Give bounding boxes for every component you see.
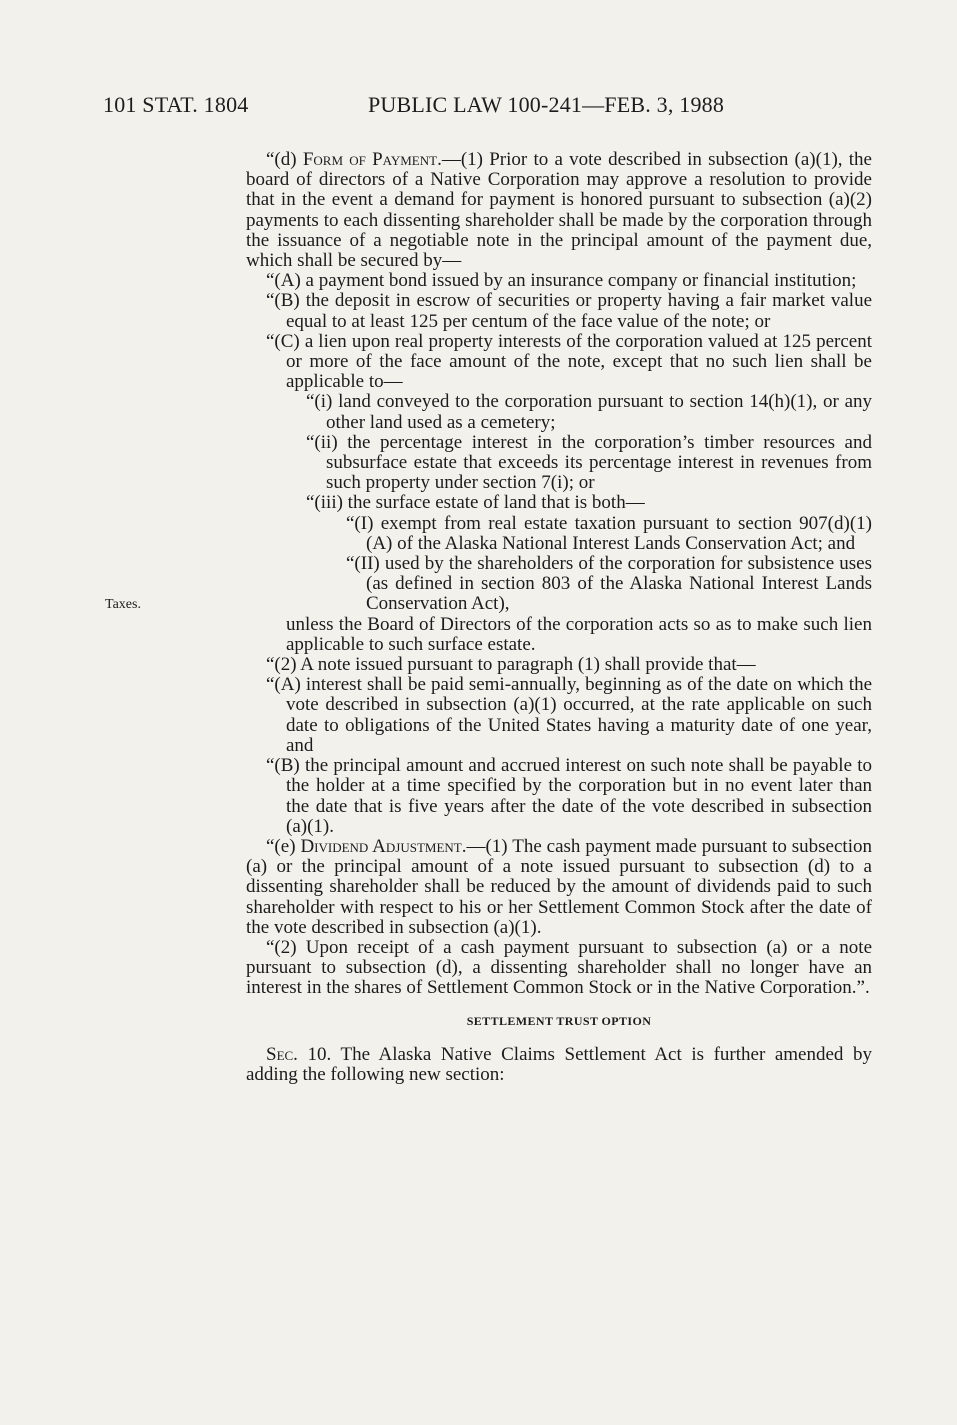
- paragraph-d-B: “(B) the deposit in escrow of securities or property having a fair market value equal to at least 125 per centum of the face value of the note; or: [266, 290, 872, 332]
- statute-page-number: 101 STAT. 1804: [103, 92, 249, 117]
- paragraph-d-2-A: “(A) interest shall be paid semi-annually, beginning as of the date on which the vote described in subsection (a)(1) occurred, at the rate applicable on such date to obligations of the United States having a maturity date of one year, and: [266, 674, 872, 756]
- section-10-text: 10. The Alaska Native Claims Settlement Act is further amended by adding the following new section:: [246, 1043, 872, 1085]
- section-10-label: Sec.: [266, 1043, 298, 1065]
- section-heading: SETTLEMENT TRUST OPTION: [466, 1013, 652, 1028]
- paragraph-d-1: [246, 150, 872, 271]
- page-header: [103, 92, 863, 122]
- paragraph-d-C-i: “(i) land conveyed to the corporation pursuant to section 14(h)(1), or any other land used as a cemetery;: [306, 391, 872, 433]
- paragraph-e-1: [246, 837, 872, 938]
- paragraph-d-2: “(2) A note issued pursuant to paragraph (1) shall provide that—: [266, 654, 756, 676]
- paragraph-d-C-unless: unless the Board of Directors of the corporation acts so as to make such lien applicable to such surface estate.: [286, 613, 872, 655]
- margin-note-taxes: Taxes.: [105, 597, 141, 612]
- paragraph-d-C-ii: “(ii) the percentage interest in the corporation’s timber resources and subsurface estate that exceeds its percentage interest in revenues from such property under section 7(i); or: [306, 431, 872, 494]
- paragraph-d-C: “(C) a lien upon real property interests of the corporation valued at 125 percent or more of the face amount of the note, except that no such lien shall be applicable to—: [266, 330, 872, 393]
- paragraph-d-2-B: “(B) the principal amount and accrued interest on such note shall be payable to the holder at a time specified by the corporation but in no event later than the date that is five years after the date of the vote described in subsection (a)(1).: [266, 755, 872, 837]
- subsection-e-heading: Dividend Adjustment: [300, 835, 462, 857]
- subsection-d-heading: Form of Payment: [302, 149, 438, 170]
- law-text-body: [246, 150, 872, 1085]
- paragraph-d-C-iii-II: “(II) used by the shareholders of the corporation for subsistence uses (as defined in section 803 of the Alaska National Interest Lands Conservation Act),: [346, 553, 872, 615]
- paragraph-d-C-iii-I: “(I) exempt from real estate taxation pursuant to section 907(d)(1)(A) of the Alaska National Interest Lands Conservation Act; and: [346, 512, 872, 554]
- paragraph-e-2: “(2) Upon receipt of a cash payment pursuant to subsection (a) or a note pursuant to subsection (d), a dissenting shareholder shall no longer have an interest in the shares of Settlement Common Stock or in the Native Corporation.”.: [246, 936, 872, 999]
- paragraph-d-C-iii: “(iii) the surface estate of land that is both—: [306, 492, 645, 514]
- section-10: [246, 1045, 872, 1085]
- subsection-e-label: “(e): [266, 835, 301, 857]
- public-law-title: PUBLIC LAW 100-241—FEB. 3, 1988: [368, 92, 725, 117]
- subsection-d-text: .—(1) Prior to a vote described in subsection (a)(1), the board of directors of a Native Corporation may approve a resolution to provide that in the event a demand for payment is honored pursuant to subsection (a)(2) payments to each dissenting shareholder shall be made by the corporation through the issuance of a negotiable note in the principal amount of the payment due, which shall be secured by—: [246, 149, 872, 272]
- subsection-d-label: “(d): [266, 149, 303, 170]
- paragraph-d-A: “(A) a payment bond issued by an insurance company or financial institution;: [266, 270, 857, 292]
- subsection-e-text: .—(1) The cash payment made pursuant to subsection (a) or the principal amount of a note issued pursuant to subsection (d) to a dissenting shareholder shall be reduced by the amount of dividends paid to such shareholder with respect to his or her Settlement Common Stock after the date of the vote described in subsection (a)(1).: [246, 835, 872, 938]
